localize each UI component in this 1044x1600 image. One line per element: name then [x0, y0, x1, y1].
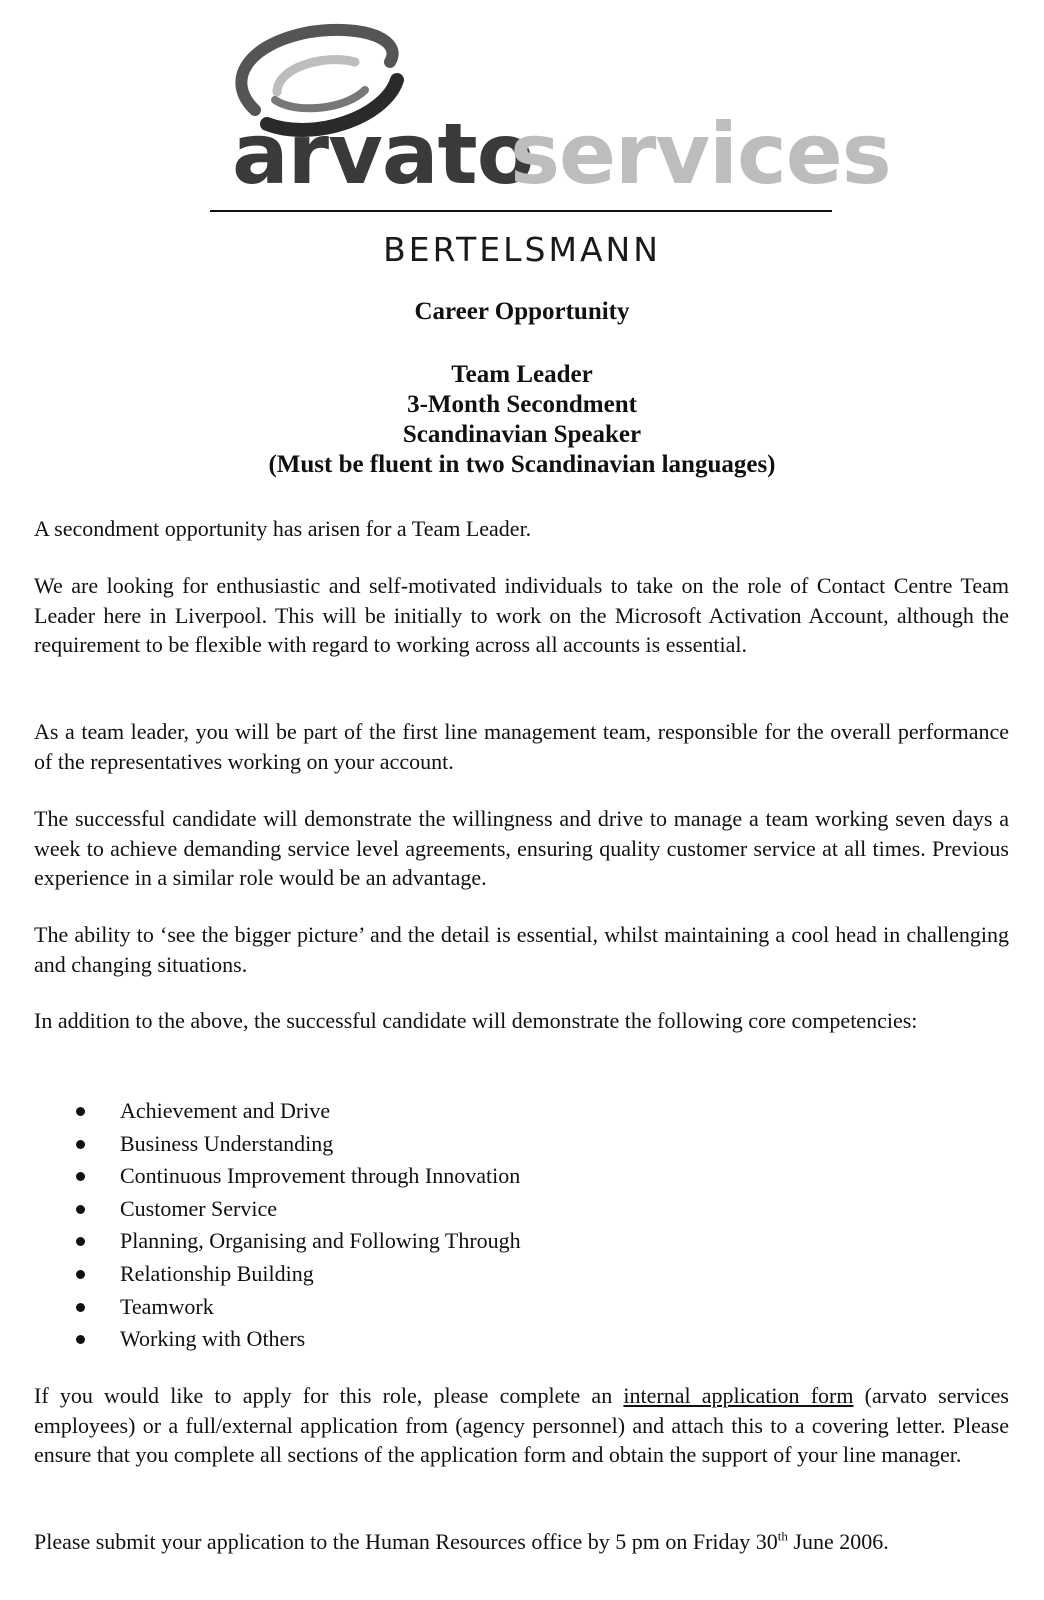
- competencies-list: [70, 1095, 521, 1356]
- list-item: Continuous Improvement through Innovation: [70, 1160, 521, 1193]
- logo-divider: [210, 210, 832, 212]
- role-description-paragraph: We are looking for enthusiastic and self-motivated individuals to take on the role of Contact Centre Team Leader here in Liverpool. This will be initially to work on the Microsoft Activation Account, although the requirement to be flexible with regard to working across all accounts is essential.: [34, 573, 1009, 657]
- bullet-icon: [76, 1335, 85, 1344]
- responsibility-paragraph: As a team leader, you will be part of the first line management team, responsible for the overall performance of the representatives working on your account.: [34, 719, 1009, 774]
- bullet-icon: [76, 1107, 85, 1116]
- list-item: Planning, Organising and Following Through: [70, 1225, 521, 1258]
- arvato-services-wordmark: [232, 105, 891, 203]
- list-item: Teamwork: [70, 1291, 521, 1324]
- career-opportunity-heading: Career Opportunity: [414, 298, 630, 325]
- bullet-icon: [76, 1270, 85, 1279]
- list-item: Working with Others: [70, 1323, 521, 1356]
- internal-application-form-link[interactable]: internal application form: [623, 1383, 854, 1408]
- application-instructions-paragraph: If you would like to apply for this role, please complete an internal application form (arvato services employees) or a full/external application from (agency personnel) and attach this to a covering letter. Please ensure that you complete all sections of the application form and obtain the support of your line manager.: [34, 1383, 1009, 1467]
- candidate-paragraph: The successful candidate will demonstrate the willingness and drive to manage a team working seven days a week to achieve demanding service level agreements, ensuring quality customer service at all times. Previous experience in a similar role would be an advantage.: [34, 806, 1009, 890]
- list-item: Relationship Building: [70, 1258, 521, 1291]
- list-item: Customer Service: [70, 1193, 521, 1226]
- submission-deadline-paragraph: Please submit your application to the Human Resources office by 5 pm on Friday 30th June 2006.: [34, 1528, 889, 1554]
- intro-paragraph: A secondment opportunity has arisen for a Team Leader.: [34, 516, 532, 541]
- bullet-icon: [76, 1303, 85, 1312]
- job-language: Scandinavian Speaker: [402, 421, 642, 448]
- bullet-icon: [76, 1205, 85, 1214]
- bullet-icon: [76, 1172, 85, 1181]
- job-title-block: [0, 360, 1044, 480]
- job-title: Team Leader: [451, 361, 593, 388]
- list-item: Business Understanding: [70, 1128, 521, 1161]
- competencies-intro-paragraph: In addition to the above, the successful candidate will demonstrate the following core competencies:: [34, 1008, 918, 1033]
- brand-part1: arvato: [232, 105, 534, 203]
- parent-brand-label: BERTELSMANN: [383, 230, 661, 269]
- job-requirement: (Must be fluent in two Scandinavian languages): [268, 451, 776, 478]
- bullet-icon: [76, 1237, 85, 1246]
- job-duration: 3-Month Secondment: [407, 391, 637, 418]
- list-item: Achievement and Drive: [70, 1095, 521, 1128]
- ability-paragraph: The ability to ‘see the bigger picture’ and the detail is essential, whilst maintaining a cool head in challenging and changing situations.: [34, 922, 1009, 977]
- brand-part2: services: [510, 105, 891, 203]
- bullet-icon: [76, 1140, 85, 1149]
